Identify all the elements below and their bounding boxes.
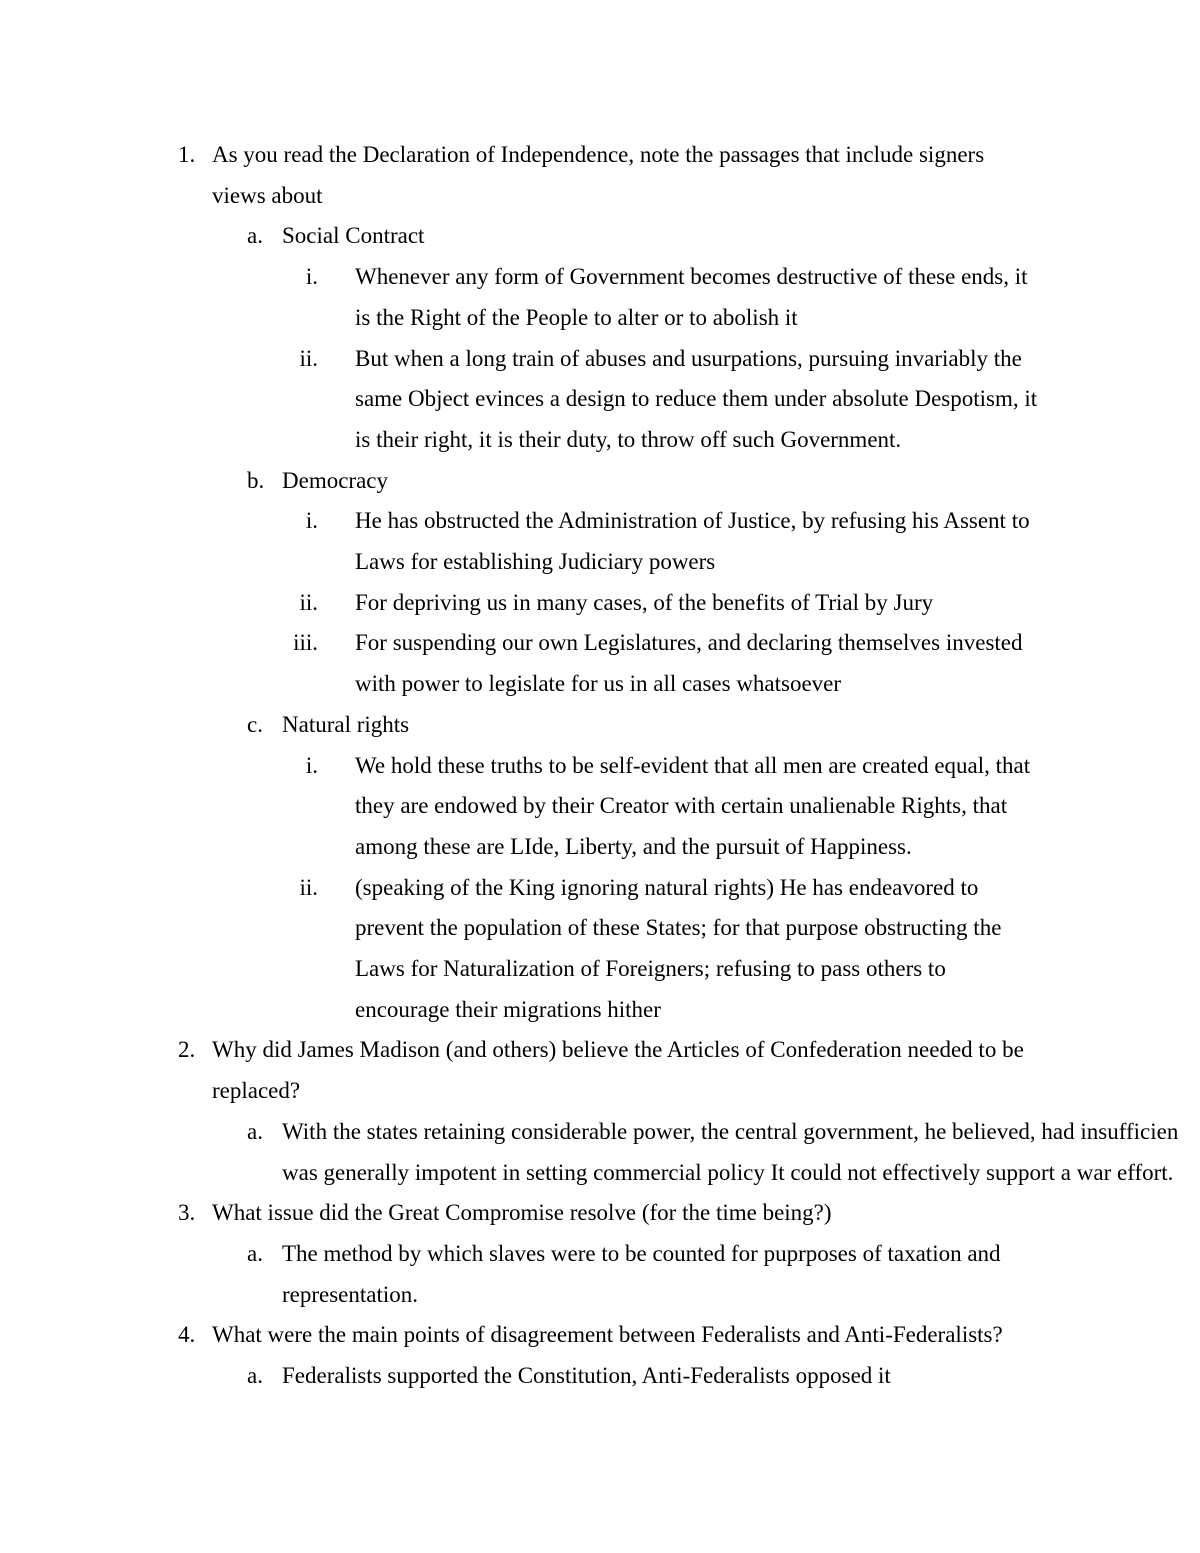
list-marker: 4. — [178, 1322, 196, 1348]
list-marker: i. — [305, 752, 318, 778]
line-text: We hold these truths to be self-evident that all men are created equal, that — [355, 752, 1031, 778]
outline-line — [0, 1315, 1200, 1356]
outline-line — [0, 461, 1200, 502]
line-text: What were the main points of disagreement between Federalists and Anti-Federalists? — [212, 1322, 1003, 1348]
list-marker: 1. — [178, 142, 196, 167]
outline-line — [0, 990, 1200, 1031]
line-text: with power to legislate for us in all cases whatsoever — [355, 671, 842, 697]
outline-line — [0, 1234, 1200, 1275]
list-marker: i. — [305, 264, 318, 290]
line-text: among these are LIde, Liberty, and the pursuit of Happiness. — [355, 833, 912, 859]
line-text: Democracy — [282, 467, 388, 493]
outline-line — [0, 379, 1200, 420]
document-content — [0, 135, 1200, 1397]
line-text: Federalists supported the Constitution, Anti-Federalists opposed it — [282, 1363, 891, 1389]
line-text: For suspending our own Legislatures, and declaring themselves invested — [355, 630, 1023, 656]
outline-line — [0, 786, 1200, 827]
outline-line — [0, 623, 1200, 664]
outline-line — [0, 257, 1200, 298]
outline-line — [0, 420, 1200, 461]
outline-line — [0, 176, 1200, 217]
outline-line — [0, 583, 1200, 624]
outline-line — [0, 542, 1200, 583]
list-marker: ii. — [299, 589, 318, 615]
list-marker: ii. — [299, 345, 318, 371]
line-text: Whenever any form of Government becomes destructive of these ends, it — [355, 264, 1028, 290]
outline-line — [0, 908, 1200, 949]
line-text: they are endowed by their Creator with certain unalienable Rights, that — [355, 793, 1008, 819]
list-marker: a. — [247, 1240, 263, 1266]
outline-line — [0, 664, 1200, 705]
line-text: The method by which slaves were to be counted for puprposes of taxation and — [282, 1240, 1001, 1266]
list-marker: a. — [247, 223, 263, 249]
outline-line — [0, 705, 1200, 746]
outline-line — [0, 1153, 1200, 1194]
line-text: encourage their migrations hither — [355, 996, 661, 1022]
outline-line — [0, 827, 1200, 868]
line-text: What issue did the Great Compromise resolve (for the time being?) — [212, 1200, 832, 1226]
outline-line — [0, 1112, 1200, 1153]
outline-line — [0, 949, 1200, 990]
outline-line — [0, 1030, 1200, 1071]
line-text: same Object evinces a design to reduce them under absolute Despotism, it — [355, 386, 1038, 412]
line-text: (speaking of the King ignoring natural rights) He has endeavored to — [355, 874, 979, 900]
line-text: For depriving us in many cases, of the benefits of Trial by Jury — [355, 589, 934, 615]
line-text: representation. — [282, 1281, 419, 1307]
outline-line — [0, 298, 1200, 339]
line-text: Laws for Naturalization of Foreigners; refusing to pass others to — [355, 956, 946, 982]
outline-line — [0, 135, 1200, 176]
outline-line — [0, 1275, 1200, 1316]
list-marker: iii. — [293, 630, 318, 656]
list-marker: 3. — [178, 1200, 196, 1226]
outline-line — [0, 216, 1200, 257]
list-marker: a. — [247, 1363, 263, 1389]
list-marker: b. — [247, 467, 265, 493]
line-text: Social Contract — [282, 223, 425, 249]
line-text: Why did James Madison (and others) believe the Articles of Confederation needed to be — [212, 1037, 1024, 1063]
line-text: Laws for establishing Judiciary powers — [355, 549, 716, 575]
list-marker: c. — [247, 711, 263, 737]
list-marker: i. — [305, 508, 318, 534]
list-marker: ii. — [299, 874, 318, 900]
outline-line — [0, 339, 1200, 380]
outline-line — [0, 1071, 1200, 1112]
list-marker: a. — [247, 1118, 263, 1144]
line-text: is the Right of the People to alter or to abolish it — [355, 304, 798, 330]
line-text: is their right, it is their duty, to throw off such Government. — [355, 426, 902, 452]
outline-line — [0, 868, 1200, 909]
outline-line — [0, 1356, 1200, 1397]
line-text: Natural rights — [282, 711, 410, 737]
line-text: He has obstructed the Administration of Justice, by refusing his Assent to — [355, 508, 1030, 534]
outline-line — [0, 1193, 1200, 1234]
line-text: But when a long train of abuses and usurpations, pursuing invariably the — [355, 345, 1022, 371]
line-text: was generally impotent in setting commercial policy It could not effectively support a war effort. — [282, 1159, 1174, 1185]
line-text: views about — [212, 182, 323, 208]
line-text: As you read the Declaration of Independence, note the passages that include signers — [212, 142, 985, 167]
outline-line — [0, 746, 1200, 787]
line-text: replaced? — [212, 1078, 301, 1104]
outline-line — [0, 501, 1200, 542]
line-text: prevent the population of these States; for that purpose obstructing the — [355, 915, 1002, 941]
line-text: With the states retaining considerable power, the central government, he believed, had insufficien — [282, 1118, 1179, 1144]
list-marker: 2. — [178, 1037, 196, 1063]
